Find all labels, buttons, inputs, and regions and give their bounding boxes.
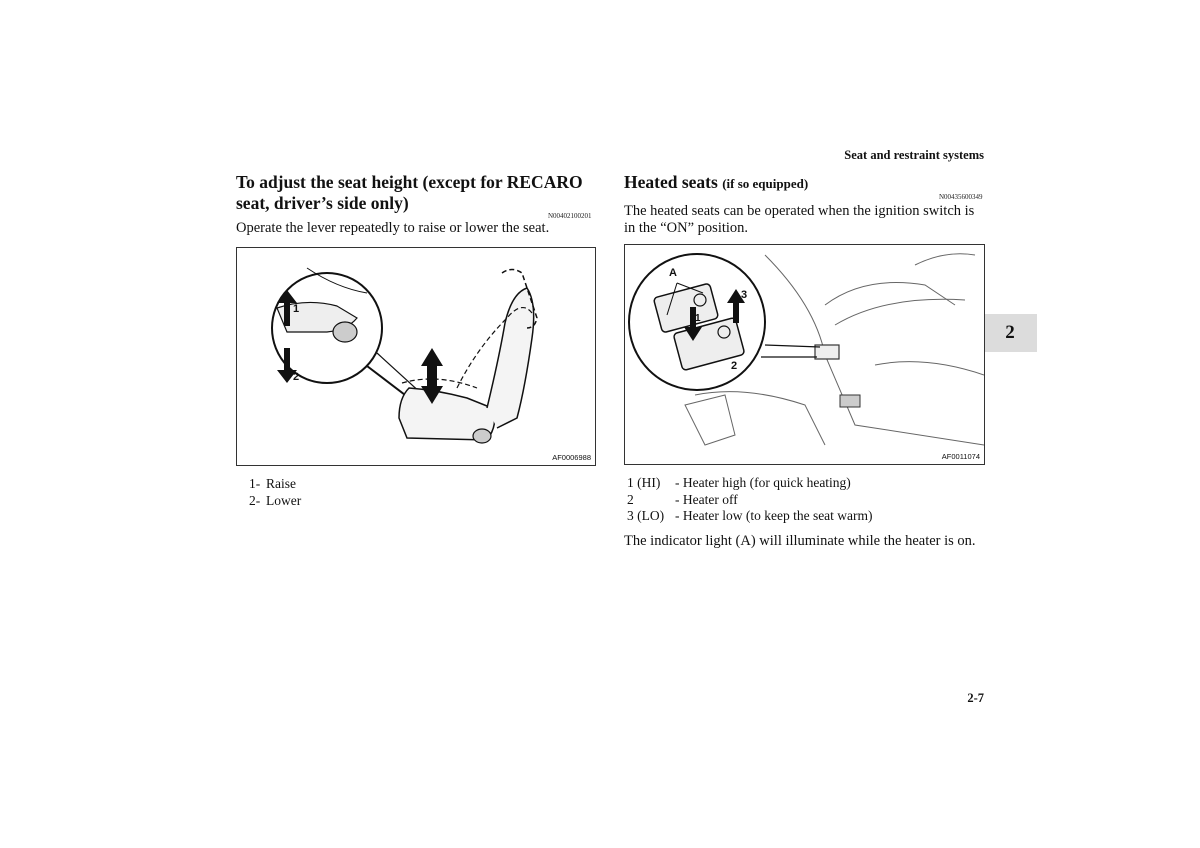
seat-illustration bbox=[237, 248, 595, 465]
heated-seats-heading: Heated seats (if so equipped) bbox=[624, 172, 809, 192]
callout-1: 1 bbox=[293, 303, 300, 315]
heated-seats-instruction: The heated seats can be operated when the ignition switch is in the “ON” position. bbox=[624, 203, 975, 236]
seat-height-figure bbox=[236, 247, 596, 466]
list-item: 1 (HI) - Heater high (for quick heating) bbox=[627, 475, 851, 490]
figure-code: AF0006988 bbox=[552, 453, 591, 462]
heated-seats-figure bbox=[624, 244, 985, 465]
callout-2: 2 bbox=[731, 360, 738, 372]
heater-settings-legend bbox=[627, 475, 873, 525]
seat-height-legend bbox=[249, 476, 301, 509]
list-item: 1- Raise bbox=[249, 476, 296, 491]
list-item: 2- Lower bbox=[249, 492, 302, 508]
list-item: 2 - Heater off bbox=[627, 491, 738, 507]
left-reference-code: N00402100201 bbox=[548, 212, 592, 220]
list-item: 3 (LO) - Heater low (to keep the seat warm) bbox=[627, 508, 873, 523]
seat-height-instruction: Operate the lever repeatedly to raise or lower the seat. bbox=[236, 220, 550, 236]
console-illustration bbox=[625, 245, 984, 464]
figure-code: AF0011074 bbox=[941, 452, 980, 461]
section-header: Seat and restraint systems bbox=[844, 148, 984, 162]
right-reference-code: N00435600349 bbox=[939, 193, 983, 201]
chapter-tab: 2 bbox=[983, 314, 1037, 352]
callout-1: 1 bbox=[695, 313, 701, 324]
heading-note: (if so equipped) bbox=[722, 176, 809, 191]
page-number: 2-7 bbox=[967, 691, 984, 705]
callout-a: A bbox=[669, 267, 677, 279]
callout-3: 3 bbox=[741, 289, 748, 301]
seat-height-heading: To adjust the seat height (except for RECARO seat, driver’s side only) bbox=[236, 172, 583, 213]
callout-2: 2 bbox=[293, 371, 300, 383]
indicator-note: The indicator light (A) will illuminate while the heater is on. bbox=[624, 533, 976, 549]
